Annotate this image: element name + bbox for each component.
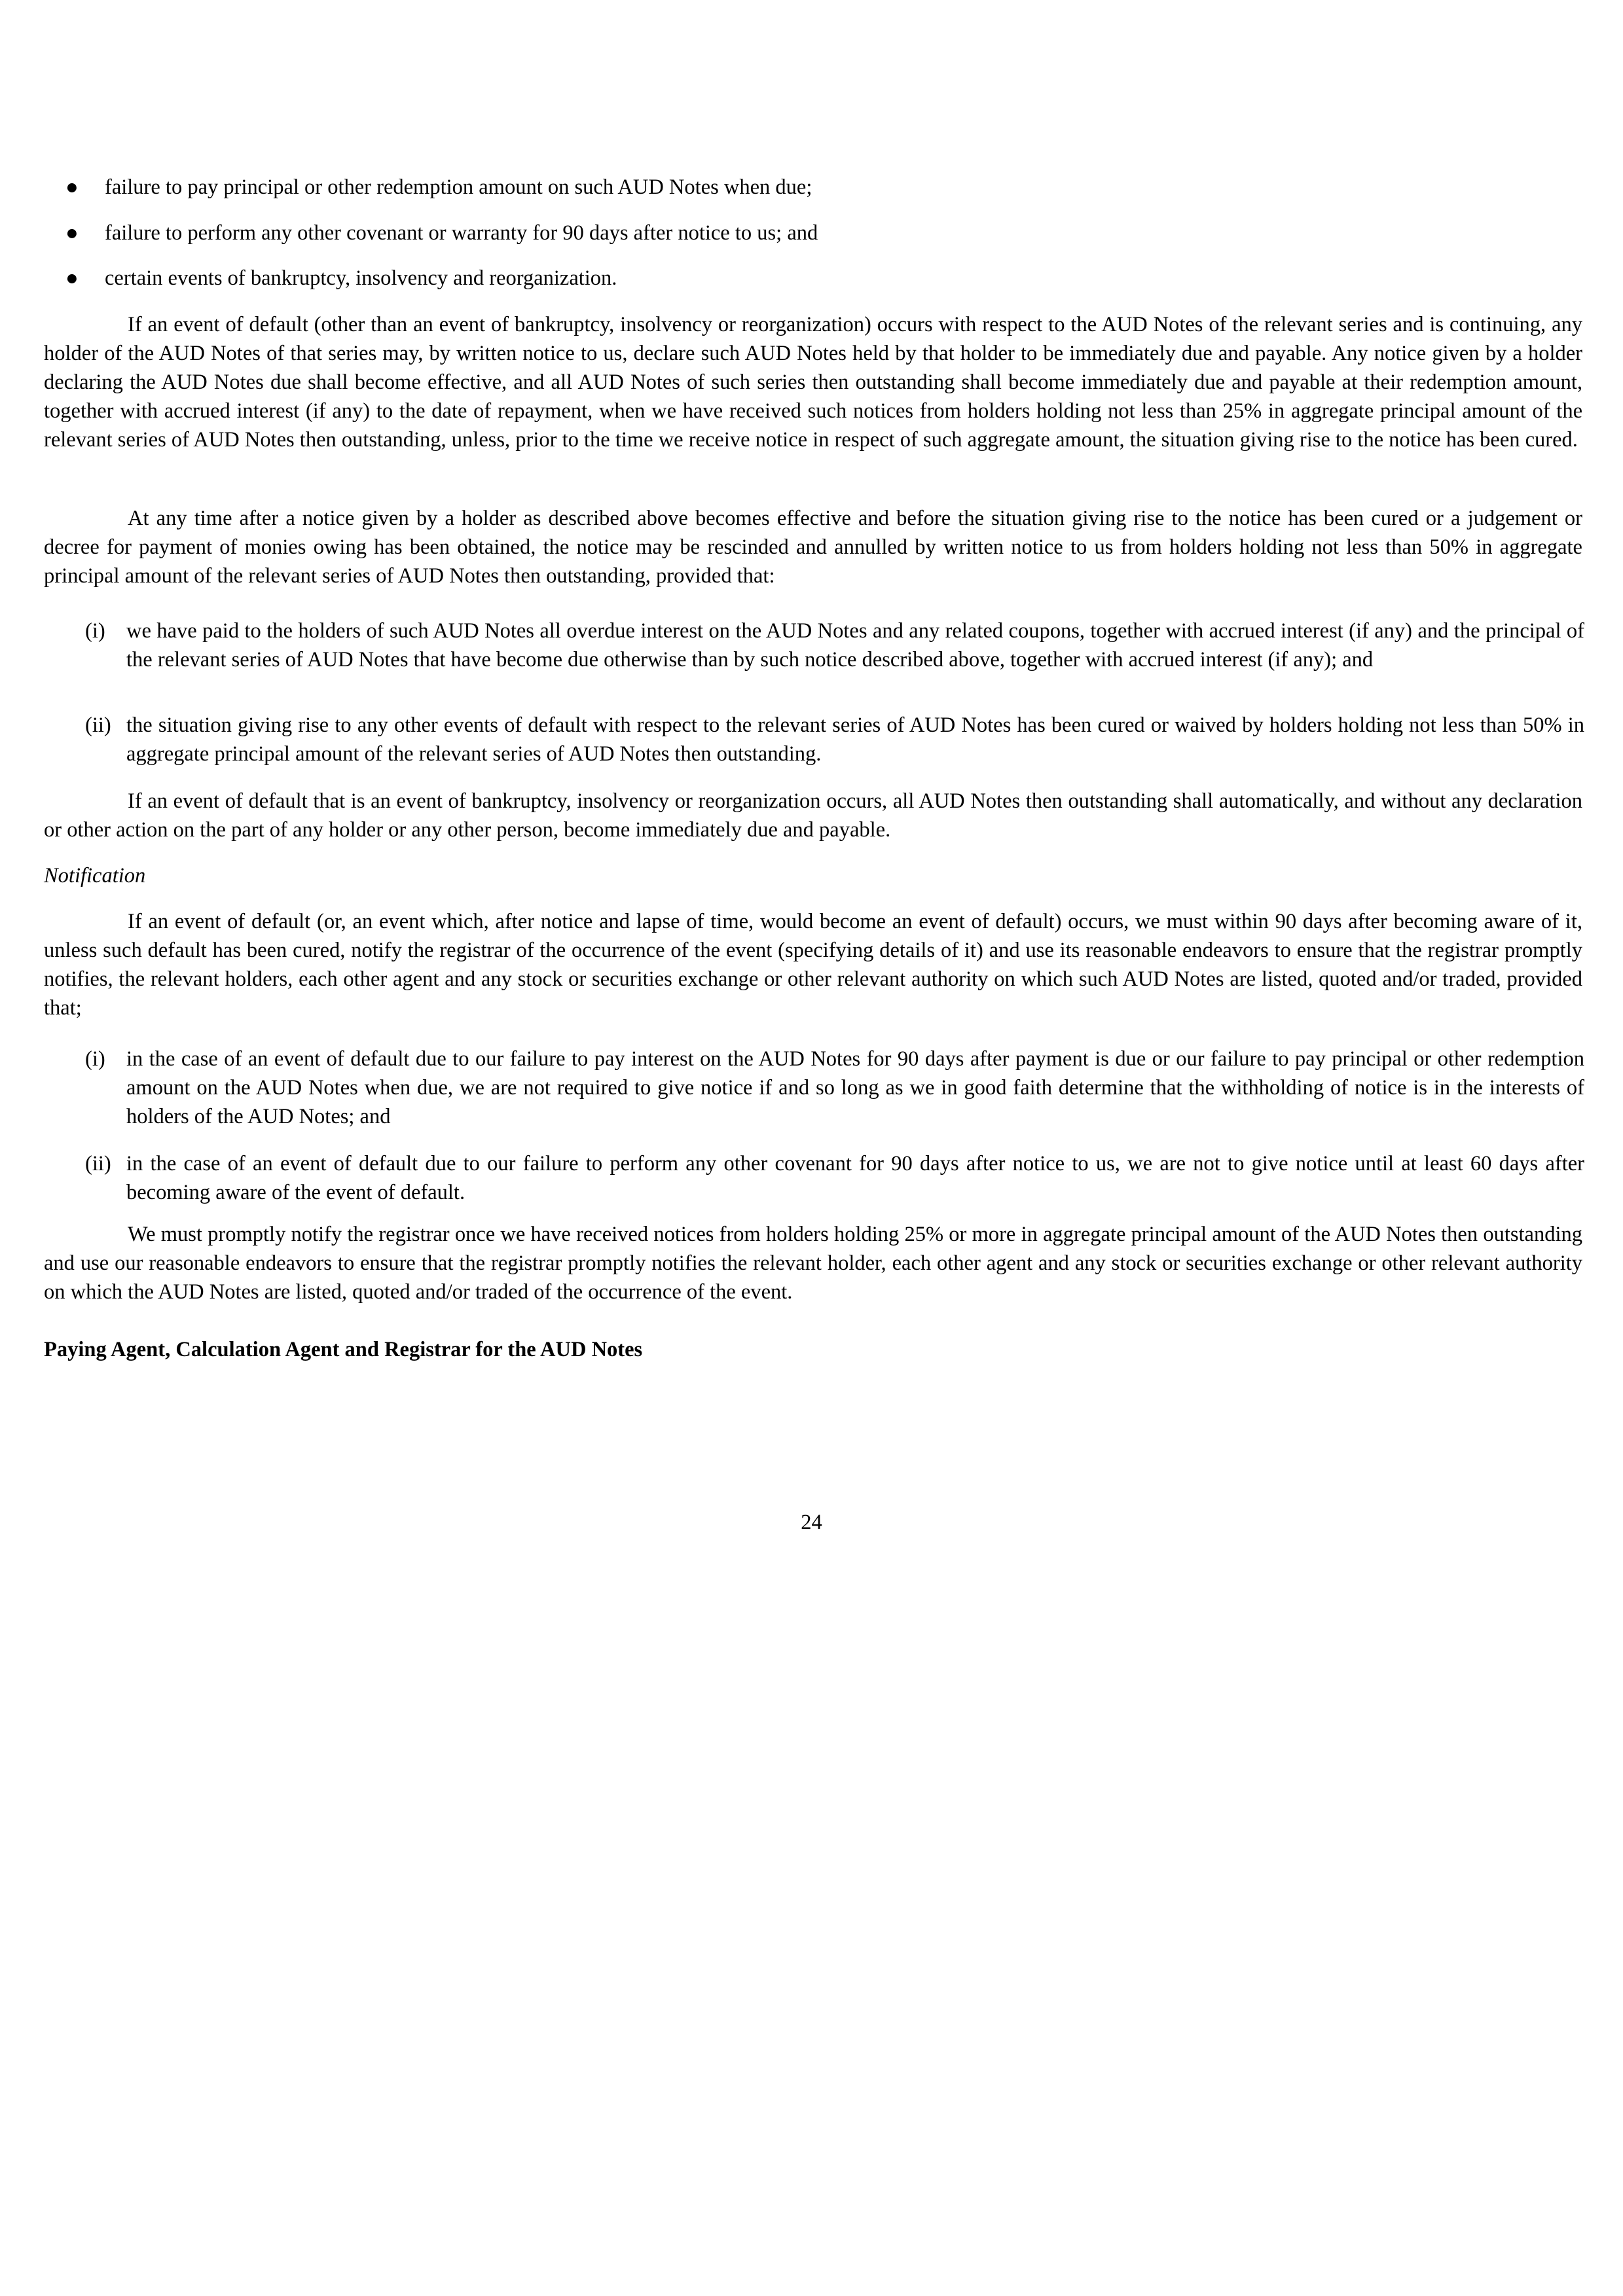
item-text: in the case of an event of default due to our failure to perform any other covenant for 90 days after notice to us, we are not to give notice until at least 60 days after becoming aware of the event of default. xyxy=(126,1152,1584,1204)
page-number: 24 xyxy=(801,1511,822,1534)
paragraph-acceleration: If an event of default (other than an event of bankruptcy, insolvency or reorganization) occurs with respect to the AUD Notes of the relevant series and is continuing, any holder of the AUD Notes of that series may, by written notice to us, declare such AUD Notes held by that holder to be immediately due and payable. Any notice given by a holder declaring the AUD Notes due shall become effective, and all AUD Notes of such series then outstanding shall become immediately due and payable at their redemption amount, together with accrued interest (if any) to the date of repayment, when we have received such notices from holders holding not less than 25% in aggregate principal amount of the relevant series of AUD Notes then outstanding, unless, prior to the time we receive notice in respect of such aggregate amount, the situation giving rise to the notice has been cured. xyxy=(44,313,1582,452)
list-item xyxy=(44,219,1582,247)
bullet-icon: ● xyxy=(65,175,79,199)
numbered-item xyxy=(85,1045,1584,1131)
numbered-item xyxy=(85,617,1584,674)
bullet-text: failure to pay principal or other redemption amount on such AUD Notes when due; xyxy=(105,175,812,199)
numbered-item xyxy=(85,711,1584,768)
item-text: the situation giving rise to any other events of default with respect to the relevant series of AUD Notes has been cured or waived by holders holding not less than 50% in aggregate principal amount of the relevant series of AUD Notes then outstanding. xyxy=(126,713,1584,766)
list-item xyxy=(44,173,1582,202)
paragraph-bankruptcy: If an event of default that is an event of bankruptcy, insolvency or reorganization occurs, all AUD Notes then outstanding shall automatically, and without any declaration or other action on the part of any holder or any other person, become immediately due and payable. xyxy=(44,789,1582,842)
notification-heading: Notification xyxy=(44,864,146,888)
item-label: (ii) xyxy=(85,713,111,737)
paragraph-rescission: At any time after a notice given by a holder as described above becomes effective and before the situation giving rise to the notice has been cured or a judgement or decree for payment of monies owing has been obtained, the notice may be rescinded and annulled by written notice to us from holders holding not less than 50% in aggregate principal amount of the relevant series of AUD Notes then outstanding, provided that: xyxy=(44,507,1582,588)
item-text: we have paid to the holders of such AUD Notes all overdue interest on the AUD Notes and any related coupons, together with accrued interest (if any) and the principal of the relevant series of AUD Notes that have become due otherwise than by such notice described above, together with accrued interest (if any); and xyxy=(126,619,1584,672)
item-label: (i) xyxy=(85,1047,105,1071)
item-text: in the case of an event of default due to our failure to pay interest on the AUD Notes for 90 days after payment is due or our failure to pay principal or other redemption amount on the AUD Notes when due, we are not required to give notice if and so long as we in good faith determine that the withholding of notice is in the interests of holders of the AUD Notes; and xyxy=(126,1047,1584,1128)
bullet-text: certain events of bankruptcy, insolvency and reorganization. xyxy=(105,266,617,290)
paragraph-registrar: We must promptly notify the registrar once we have received notices from holders holding 25% or more in aggregate principal amount of the AUD Notes then outstanding and use our reasonable endeavors to ensure that the registrar promptly notifies the relevant holder, each other agent and any stock or securities exchange or other relevant authority on which the AUD Notes are listed, quoted and/or traded of the occurrence of the event. xyxy=(44,1223,1582,1304)
numbered-item xyxy=(85,1149,1584,1207)
item-label: (i) xyxy=(85,619,105,643)
item-label: (ii) xyxy=(85,1152,111,1175)
list-item xyxy=(44,264,1582,293)
bullet-icon: ● xyxy=(65,221,79,245)
bullet-text: failure to perform any other covenant or warranty for 90 days after notice to us; and xyxy=(105,221,818,245)
section-heading: Paying Agent, Calculation Agent and Registrar for the AUD Notes xyxy=(44,1338,643,1361)
bullet-icon: ● xyxy=(65,266,79,290)
paragraph-notification: If an event of default (or, an event which, after notice and lapse of time, would become an event of default) occurs, we must within 90 days after becoming aware of it, unless such default has been cured, notify the registrar of the occurrence of the event (specifying details of it) and use its reasonable endeavors to ensure that the registrar promptly notifies, the relevant holders, each other agent and any stock or securities exchange or other relevant authority on which such AUD Notes are listed, quoted and/or traded, provided that; xyxy=(44,910,1582,1020)
